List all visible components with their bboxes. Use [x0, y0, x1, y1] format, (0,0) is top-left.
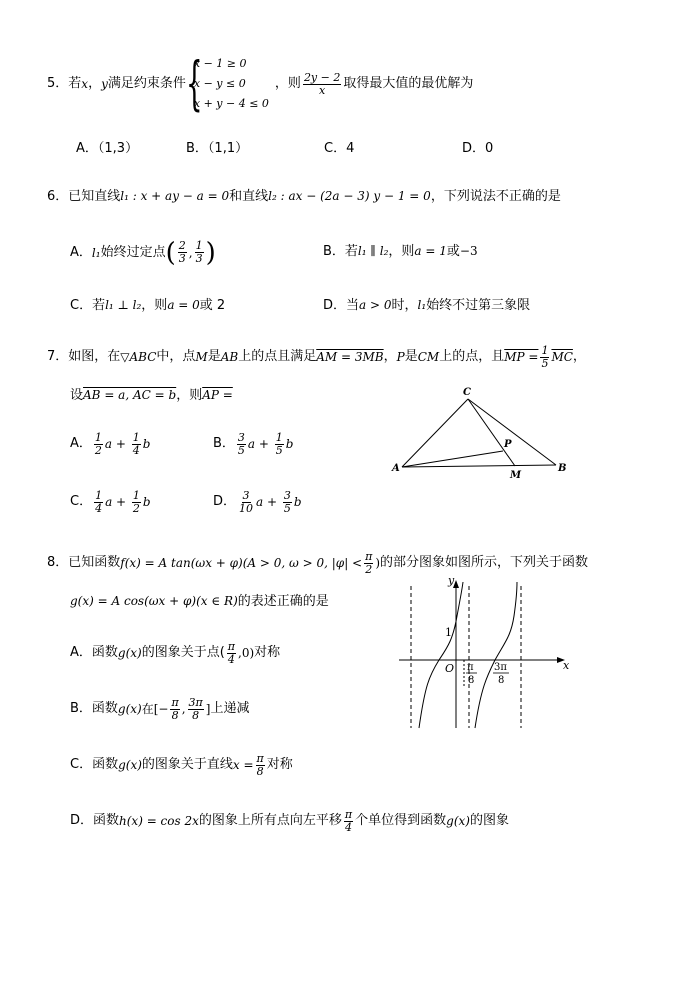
q6-optC-val: a = 0 [167, 298, 200, 312]
q7-l1-b: 是 [207, 349, 221, 364]
q7-l1-d: ， [383, 349, 397, 364]
q7-optC-f2-den: 2 [132, 501, 140, 515]
q5-stem [47, 49, 474, 117]
q6-optC-mid: ，则 [141, 298, 168, 313]
q6-optB-cond: l₁ ∥ l₂ [357, 244, 389, 258]
q7-option-d [213, 486, 302, 518]
q8-optA-frac [227, 641, 236, 666]
q8-tick-pi8-num: π [467, 662, 474, 673]
q7-optB-label: B． [213, 436, 235, 451]
q8-optD-h: h(x) = cos 2x [119, 814, 199, 828]
q7-option-b [213, 428, 293, 460]
q7-label-c: C [463, 387, 471, 398]
q5-text3: 取得最大值的最优解为 [343, 76, 474, 91]
q7-segment-ap-line [402, 451, 503, 467]
q8-option-a [70, 638, 280, 668]
q8-optA-den: 4 [227, 652, 235, 666]
q7-segment-ab: AB [220, 350, 239, 364]
q8-label-y: y [448, 576, 455, 587]
q5-option-b: B．（1,1） [186, 141, 249, 156]
q8-optD-den: 4 [345, 820, 353, 834]
q6-optC-prefix: C．若 [70, 298, 106, 313]
q8-g-def: g(x) = A cos(ωx + φ)(x ∈ R) [70, 594, 238, 608]
q8-tick-3pi8-den: 8 [498, 675, 505, 686]
q7-optD-f2-num: 3 [283, 488, 291, 502]
q7-optC-f1 [94, 490, 103, 515]
q6-optB-val: a = 1 [414, 244, 447, 258]
q7-label-p: P [504, 439, 512, 450]
q8-optB-close: ] [205, 702, 211, 716]
q7-edge-ab [402, 465, 556, 467]
q6-optD-text: 始终不过第三象限 [426, 298, 531, 313]
q8-optB-n2: 3π [188, 695, 203, 709]
q8-option-d [70, 806, 509, 836]
q7-optB-v2: b [285, 437, 294, 451]
q6-optA-text: 始终过定点 [100, 244, 166, 260]
q8-optA-mid: 的图象关于点( [141, 645, 225, 660]
q6-optA-prefix: A． [70, 244, 92, 260]
q8-l2-suffix: 的表述正确的是 [237, 594, 329, 609]
q7-optB-f2-num: 1 [275, 430, 283, 444]
q8-tick-3pi8-num: 3π [494, 662, 507, 673]
q7-optB-f2 [275, 432, 284, 457]
q8-optB-mid: 在[− [141, 702, 169, 716]
q7-triangle-figure [390, 385, 575, 485]
q5-text2: ，则 [274, 76, 301, 91]
q6-optA-f1-num: 2 [178, 239, 186, 252]
q6-optB-val2: −3 [459, 244, 478, 258]
q8-optB-d1: 8 [171, 708, 179, 722]
q6-l2: l₂ : ax − (2a − 3) y − 1 = 0 [268, 189, 431, 203]
q7-stem-line2 [70, 386, 233, 405]
q6-option-c [70, 296, 225, 315]
q8-func-den: 2 [365, 562, 373, 576]
q7-l1-c: 上的点且满足 [238, 349, 317, 364]
q7-optD-f1-num: 3 [242, 488, 250, 502]
q7-optC-label: C． [70, 494, 93, 509]
q7-optB-f1 [237, 432, 246, 457]
q8-optD-suffix: 个单位得到函数 [355, 813, 447, 828]
q5-constraint-1: x − 1 ≥ 0 [193, 57, 247, 70]
q7-optD-f2-den: 5 [283, 501, 291, 515]
q7-optA-f2-den: 4 [132, 443, 140, 457]
q6-suffix: ，下列说法不正确的是 [430, 189, 561, 204]
q7-optC-v1: a [105, 495, 113, 509]
q7-optC-f2 [132, 490, 141, 515]
q7-optA-plus: + [112, 437, 130, 451]
q7-optA-f1-num: 1 [94, 430, 102, 444]
q8-optC-num: π [256, 751, 264, 765]
q7-point-p: P [396, 350, 405, 364]
q6-optA-f2-num: 1 [195, 239, 203, 252]
q5-option-c: C．4 [324, 141, 355, 156]
q6-optA-f2-den: 3 [195, 252, 203, 265]
q7-optB-f1-num: 3 [237, 430, 245, 444]
q8-option-b [70, 694, 249, 724]
q6-optA-frac1 [178, 240, 187, 265]
q7-l1-f: 上的点，且 [439, 349, 505, 364]
q7-l2-ap: AP = [202, 388, 233, 402]
q7-edge-ac [402, 399, 468, 467]
q5-frac-den: x [319, 83, 326, 97]
q8-optB-frac1 [170, 697, 179, 722]
q6-option-d [323, 296, 530, 315]
q8-optC-suffix: 对称 [266, 757, 293, 772]
q7-eq2-den: 5 [541, 356, 549, 370]
q7-l2-mid: ，则 [176, 388, 203, 403]
q8-optD-prefix: D．函数 [70, 813, 120, 828]
q5-brace: { [185, 49, 203, 117]
q8-optA-g: g(x) [117, 646, 142, 660]
q6-option-b [323, 242, 478, 261]
q8-optB-n1: π [171, 695, 179, 709]
q7-segment-cm: CM [417, 350, 440, 364]
q7-l2-prefix: 设 [70, 388, 84, 403]
q8-func-frac [364, 551, 373, 576]
q7-optC-plus: + [112, 495, 130, 509]
q7-optD-plus: + [263, 495, 281, 509]
q7-eq2-right: $\overline{MC}$ [551, 350, 573, 364]
q7-optD-v1: a [256, 495, 264, 509]
q6-optB-prefix: B．若 [323, 244, 358, 259]
q6-optD-l1: l₁ [417, 298, 427, 312]
q5-constraint-system [185, 49, 269, 117]
q7-label-m: M [510, 470, 522, 481]
q8-stem-line2 [70, 592, 329, 611]
q5-option-d: D．0 [462, 141, 494, 156]
q8-optB-g: g(x) [117, 702, 142, 716]
q8-optB-suffix: 上递减 [210, 701, 250, 716]
q7-optB-plus: + [255, 437, 273, 451]
q7-l1-prefix: 7．如图，在 [47, 349, 121, 364]
q6-optD-mid: 时， [391, 298, 418, 313]
q6-optC-or: 或 2 [199, 298, 226, 313]
q8-tick-pi8-den: 8 [468, 675, 475, 686]
q8-optD-end: 的图象 [469, 813, 509, 828]
q6-optA-comma: , [188, 245, 193, 260]
q7-segment-cm-line [468, 399, 515, 466]
q6-optA-l1: l₁ [91, 245, 101, 260]
q7-eq2-frac [540, 345, 549, 370]
q8-l1-prefix: 8．已知函数 [47, 555, 121, 570]
q5-prefix: 5．若 [47, 76, 82, 91]
q8-label-one: 1 [445, 626, 452, 639]
q5-sep: ， [88, 76, 102, 91]
q6-optB-or: 或 [446, 244, 460, 259]
q8-optB-d2: 8 [192, 708, 200, 722]
q7-optA-label: A． [70, 436, 92, 451]
q7-optB-v1: a [247, 437, 256, 451]
q7-optC-v2: b [142, 495, 151, 509]
q8-optD-mid: 的图象上所有点向左平移 [198, 813, 342, 828]
q8-label-x: x [563, 659, 570, 672]
q8-l1-suffix: 的部分图象如图所示，下列关于函数 [380, 555, 589, 570]
q7-optA-f2 [132, 432, 141, 457]
q7-optA-f1-den: 2 [94, 443, 102, 457]
q7-optD-label: D． [213, 494, 237, 509]
q8-optC-eq: x = [232, 758, 254, 772]
q7-eq2-left: MP = [504, 350, 539, 364]
q8-optC-mid: 的图象关于直线 [141, 757, 233, 772]
q7-optA-v1: a [104, 437, 113, 451]
q6-optA-f1-den: 3 [178, 252, 186, 265]
q8-func-close: ) [375, 556, 381, 570]
q8-stem-line1 [47, 548, 588, 578]
q5-var-x: x [81, 77, 89, 91]
q6-optD-cond: a > 0 [359, 298, 392, 312]
q6-l1: l₁ : x + ay − a = 0 [120, 189, 230, 203]
q8-branch-2 [475, 582, 517, 728]
q6-mid: 和直线 [229, 189, 269, 204]
q6-optB-mid: ，则 [388, 244, 415, 259]
q7-optD-f2 [283, 490, 292, 515]
q6-option-a [70, 237, 216, 268]
q8-func: f(x) = A tan(ωx + φ)(A > 0, ω > 0, |φ| < [120, 556, 363, 570]
q8-optB-prefix: B．函数 [70, 701, 118, 716]
q8-optC-frac [256, 753, 265, 778]
q7-optA-v2: b [142, 437, 151, 451]
q7-eq1: AM = 3MB [316, 350, 384, 364]
q7-stem-line1 [47, 342, 586, 372]
q8-optB-frac2 [188, 697, 204, 722]
q7-l1-e: 是 [404, 349, 418, 364]
q7-optD-f1 [238, 490, 254, 515]
q7-optB-f2-den: 5 [275, 443, 283, 457]
q6-optA-frac2 [195, 240, 204, 265]
q8-optC-g: g(x) [118, 758, 142, 772]
q7-l1-g: ， [572, 349, 586, 364]
q7-optB-f1-den: 5 [237, 443, 245, 457]
q5-frac-num: 2y − 2 [303, 70, 341, 84]
q7-edge-bc [468, 399, 556, 465]
q6-optD-prefix: D．当 [323, 298, 360, 313]
q7-optC-f1-num: 1 [95, 488, 103, 502]
q5-constraint-3: x + y − 4 ≤ 0 [193, 97, 269, 110]
q7-l1-a: 中，点 [156, 349, 196, 364]
q7-option-c [70, 486, 151, 518]
q8-optC-den: 8 [256, 764, 264, 778]
q5-option-a: A．（1,3） [76, 141, 139, 156]
q8-optA-num: π [227, 639, 236, 653]
q7-optC-f1-den: 4 [95, 501, 103, 515]
q8-label-origin: O [445, 662, 455, 675]
q7-triangle: ▽ABC [120, 350, 157, 364]
q5-var-y: y [101, 77, 108, 91]
q7-optA-f1 [94, 432, 103, 457]
q5-constraint-2: x − y ≤ 0 [193, 77, 246, 90]
q8-optD-num: π [344, 807, 353, 821]
q8-optD-g: g(x) [446, 814, 470, 828]
q7-option-a [70, 428, 150, 460]
q8-optA-suffix: 对称 [254, 645, 281, 660]
q7-point-m: M [195, 350, 208, 364]
q7-label-b: B [558, 463, 567, 474]
q6-prefix: 6．已知直线 [47, 189, 121, 204]
q8-option-c [70, 750, 293, 780]
q8-optA-close: ,0) [238, 646, 255, 660]
q8-optC-prefix: C．函数 [70, 757, 119, 772]
q6-optA-rparen: ) [205, 237, 216, 268]
q7-optD-v2: b [293, 495, 302, 509]
q7-optA-f2-num: 1 [132, 430, 140, 444]
q7-optC-f2-num: 1 [132, 488, 140, 502]
q8-optD-frac [344, 809, 353, 834]
q7-eq2-num: 1 [541, 343, 549, 357]
q5-fraction [303, 72, 341, 97]
q6-stem [47, 187, 561, 206]
q7-optD-f1-den: 10 [239, 501, 254, 515]
q6-optC-cond: l₁ ⊥ l₂ [105, 298, 142, 312]
q5-text1: 满足约束条件 [107, 76, 186, 91]
q8-optA-prefix: A．函数 [70, 645, 118, 660]
q8-tangent-graph [395, 576, 575, 731]
q6-optA-lparen: ( [165, 237, 176, 268]
q8-func-num: π [365, 549, 373, 563]
q7-l2-eq: AB = a, AC = b [83, 388, 177, 402]
q8-optB-comma: , [181, 702, 186, 716]
q7-label-a: A [392, 463, 400, 474]
